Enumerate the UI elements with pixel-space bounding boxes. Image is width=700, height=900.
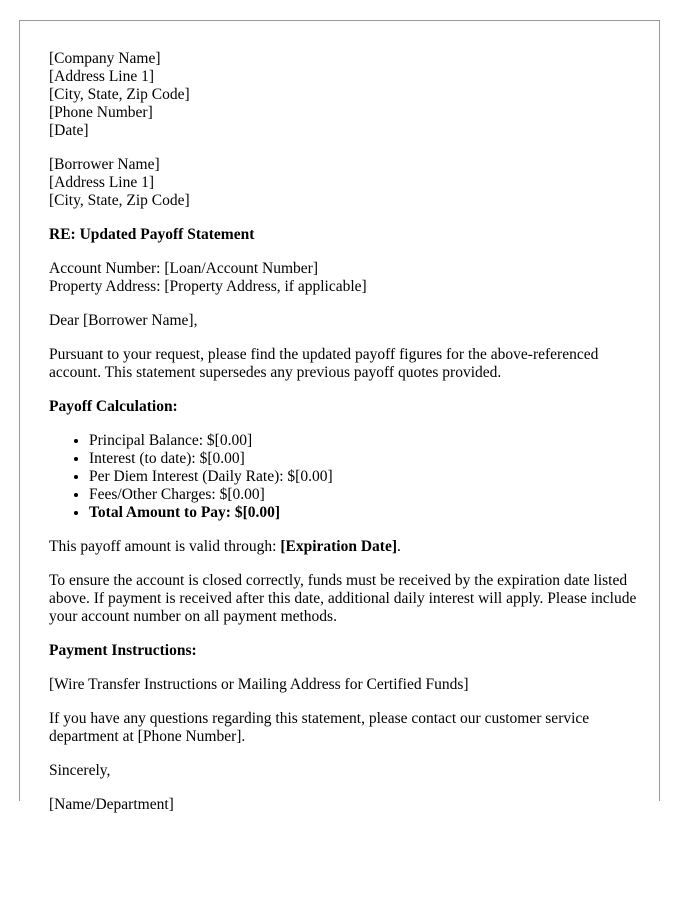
sender-block bbox=[49, 50, 639, 140]
recipient-block bbox=[49, 156, 639, 210]
validity-paragraph bbox=[49, 538, 639, 556]
salutation: Dear [Borrower Name], bbox=[49, 312, 198, 329]
expiration-date: [Expiration Date] bbox=[280, 538, 397, 555]
list-item-fees-other-charges: • Fees/Other Charges: $[0.00] bbox=[89, 486, 639, 504]
validity-suffix: . bbox=[397, 538, 401, 555]
recipient-address-line-1: [Address Line 1] bbox=[49, 174, 155, 191]
intro-paragraph: Pursuant to your request, please find the updated payoff figures for the above-referenced account. This statement supersedes any previous payoff quotes provided. bbox=[49, 346, 599, 381]
sign-off: Sincerely, bbox=[49, 762, 111, 779]
list-item-total-amount: • Total Amount to Pay: $[0.00] bbox=[89, 504, 639, 522]
validity-prefix: This payoff amount is valid through: bbox=[49, 538, 281, 555]
recipient-city-state-zip: [City, State, Zip Code] bbox=[49, 192, 190, 209]
payment-heading: Payment Instructions: bbox=[49, 642, 197, 659]
signature-partial: [Name/Department] bbox=[49, 796, 174, 813]
sender-company-name: [Company Name] bbox=[49, 50, 161, 67]
payoff-heading: Payoff Calculation: bbox=[49, 398, 178, 415]
contact-paragraph: If you have any questions regarding this statement, please contact our customer service department at [Phone Number]. bbox=[49, 710, 590, 745]
letter-date: [Date] bbox=[49, 122, 89, 139]
sender-city-state-zip: [City, State, Zip Code] bbox=[49, 86, 190, 103]
payment-details: [Wire Transfer Instructions or Mailing Address for Certified Funds] bbox=[49, 676, 469, 693]
account-number: Account Number: [Loan/Account Number] bbox=[49, 260, 319, 277]
letter-content bbox=[49, 50, 639, 830]
letter-page bbox=[19, 20, 660, 813]
list-item-interest-to-date: • Interest (to date): $[0.00] bbox=[89, 450, 639, 468]
property-address: Property Address: [Property Address, if applicable] bbox=[49, 278, 367, 295]
closing-note-paragraph: To ensure the account is closed correctly, funds must be received by the expiration date listed above. If payment is received after this date, additional daily interest will apply. Please include your account number on all payment methods. bbox=[49, 572, 637, 625]
list-item-principal-balance: • Principal Balance: $[0.00] bbox=[89, 432, 639, 450]
recipient-name: [Borrower Name] bbox=[49, 156, 160, 173]
list-item-per-diem-interest: • Per Diem Interest (Daily Rate): $[0.00] bbox=[89, 468, 639, 486]
subject-line: RE: Updated Payoff Statement bbox=[49, 226, 255, 243]
account-block bbox=[49, 260, 639, 296]
sender-phone: [Phone Number] bbox=[49, 104, 153, 121]
payoff-list bbox=[49, 432, 639, 522]
sender-address-line-1: [Address Line 1] bbox=[49, 68, 155, 85]
